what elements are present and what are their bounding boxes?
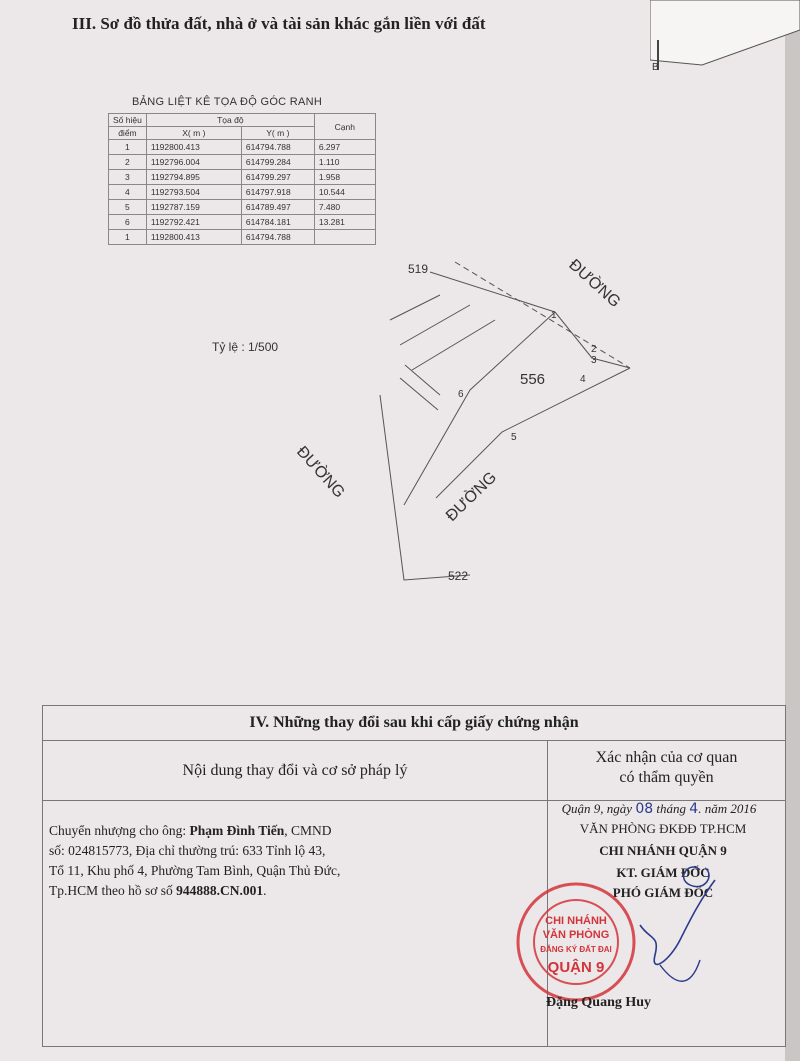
seal-line-2: VĂN PHÒNG — [542, 929, 610, 941]
map-scale: Tỷ lệ : 1/500 — [212, 340, 279, 354]
cell-edge: 1.110 — [314, 155, 375, 170]
cell-y: 614794.788 — [241, 140, 314, 155]
cell-edge: 1.958 — [314, 170, 375, 185]
cell-x: 1192800.413 — [146, 230, 241, 245]
date-prefix: Quận 9, ngày — [561, 801, 636, 816]
cell-y: 614794.788 — [241, 230, 314, 245]
cell-y: 614799.297 — [241, 170, 314, 185]
cell-y: 614789.497 — [241, 200, 314, 215]
seal-line-3: ĐĂNG KÝ ĐẤT ĐAI — [540, 945, 612, 954]
parcel-522-label: 522 — [448, 569, 469, 583]
cell-x: 1192792.421 — [146, 215, 241, 230]
coordinate-table-caption: BẢNG LIỆT KÊ TỌA ĐỘ GÓC RANH — [132, 96, 323, 108]
date-day: 08 — [635, 801, 654, 817]
cell-x: 1192787.159 — [146, 200, 241, 215]
confirmation-header-line-1: Xác nhận của cơ quan — [595, 749, 738, 766]
cell-point: 3 — [109, 170, 147, 185]
cell-point: 1 — [109, 140, 147, 155]
cell-x: 1192796.004 — [146, 155, 241, 170]
cell-point: 1 — [109, 230, 147, 245]
office-name: VĂN PHÒNG ĐKĐĐ TP.HCM — [579, 821, 747, 836]
cell-y: 614799.284 — [241, 155, 314, 170]
signer-name: Đặng Quang Huy — [546, 995, 652, 1010]
transferee-name: Phạm Đình Tiến — [189, 823, 285, 838]
point-4-label: 4 — [580, 374, 586, 385]
point-1-label: 1 — [551, 310, 557, 321]
parcel-556-label: 556 — [520, 371, 546, 388]
section-4-title: IV. Những thay đổi sau khi cấp giấy chứng nhận — [43, 706, 785, 741]
section-3-title: III. Sơ đồ thửa đất, nhà ở và tài sản khác gắn liền với đất — [72, 14, 486, 33]
point-5-label: 5 — [511, 432, 517, 443]
parcel-519-label: 519 — [408, 262, 429, 276]
cell-point: 6 — [109, 215, 147, 230]
point-3-label: 3 — [591, 355, 597, 366]
confirmation-header-line-2: có thẩm quyền — [619, 769, 714, 786]
header-edge: Cạnh — [314, 114, 375, 140]
header-coordinates: Tọa độ — [146, 114, 314, 127]
cell-edge: 6.297 — [314, 140, 375, 155]
cell-y: 614784.181 — [241, 215, 314, 230]
transfer-suffix: . — [263, 883, 267, 898]
seal-line-1: CHI NHÁNH — [545, 915, 607, 927]
header-x: X( m ) — [146, 127, 241, 140]
changes-column-header: Nội dung thay đổi và cơ sở pháp lý — [43, 741, 548, 801]
road-label-bottom: ĐƯỜNG — [442, 468, 501, 525]
header-point-id-2: điểm — [109, 127, 147, 140]
date-year: . năm 2016 — [698, 801, 757, 816]
cell-point: 2 — [109, 155, 147, 170]
point-2-label: 2 — [591, 344, 597, 355]
header-y: Y( m ) — [241, 127, 314, 140]
corner-mark: B — [652, 62, 659, 73]
branch-name: CHI NHÁNH QUẬN 9 — [599, 843, 727, 858]
cell-edge: 7.480 — [314, 200, 375, 215]
seal-line-4: QUẬN 9 — [547, 959, 605, 976]
date-month-label: tháng — [653, 801, 690, 816]
kt-director: KT. GIÁM ĐỐC — [616, 865, 710, 880]
cell-point: 5 — [109, 200, 147, 215]
cell-y: 614797.918 — [241, 185, 314, 200]
cell-x: 1192793.504 — [146, 185, 241, 200]
road-label-top: ĐƯỜNG — [565, 256, 624, 312]
cell-point: 4 — [109, 185, 147, 200]
transfer-details: , CMND số: 024815773, Địa chỉ thường trú: 633 Tỉnh lộ 43, Tổ 11, Khu phố 4, Phường Tam Bình, Quận Thủ Đức, Tp.HCM theo hồ sơ số — [49, 823, 341, 898]
cell-x: 1192800.413 — [146, 140, 241, 155]
header-point-id: Số hiệu — [109, 114, 147, 127]
cell-edge: 10.544 — [314, 185, 375, 200]
cell-x: 1192794.895 — [146, 170, 241, 185]
date-month: 4 — [689, 801, 699, 817]
deputy-director: PHÓ GIÁM ĐỐC — [612, 885, 714, 900]
file-number: 944888.CN.001 — [176, 883, 264, 898]
point-6-label: 6 — [458, 389, 464, 400]
transfer-prefix: Chuyển nhượng cho ông: — [49, 823, 190, 838]
road-label-left: ĐƯỜNG — [293, 443, 348, 502]
cell-edge: 13.281 — [314, 215, 375, 230]
